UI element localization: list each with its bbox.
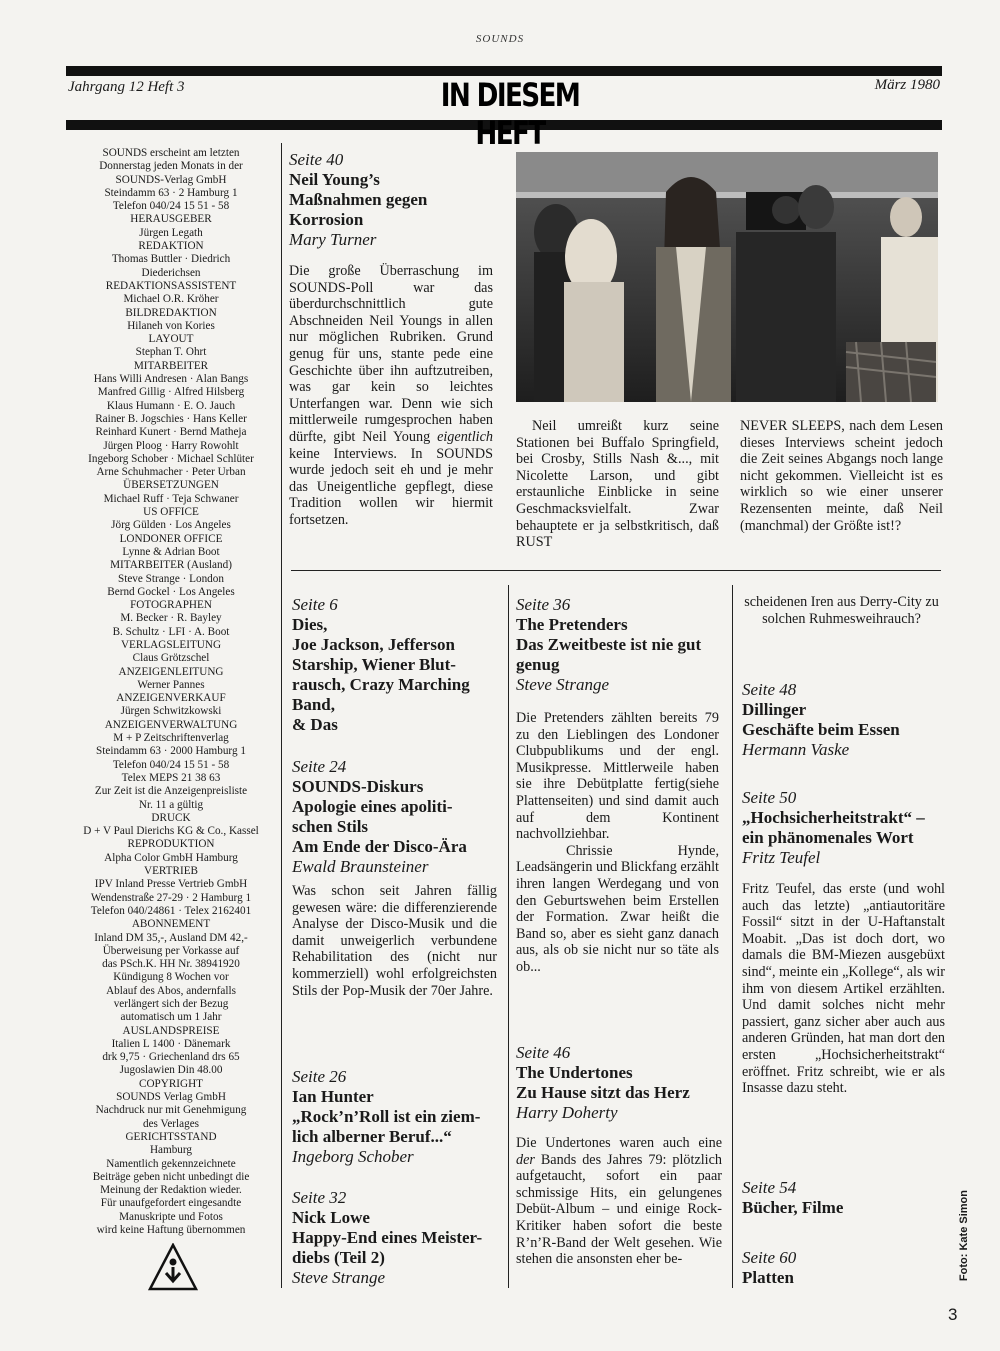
continued-text: [740, 594, 943, 627]
masthead-line: HERAUSGEBER: [130, 213, 212, 226]
masthead-line: Michael Ruff · Teja Schwaner: [103, 492, 239, 505]
entry-title: The Pretenders: [516, 615, 628, 634]
entry-page: Seite 60: [742, 1248, 797, 1267]
masthead-line: Für unaufgefordert eingesandte: [100, 1197, 242, 1210]
entry-author: Steve Strange: [292, 1268, 385, 1287]
entry-title: Zu Hause sitzt das Herz: [516, 1083, 690, 1102]
entry-author: Ewald Braunsteiner: [292, 857, 429, 876]
masthead-line: MITARBEITER (Ausland): [110, 559, 232, 572]
masthead-line: COPYRIGHT: [138, 1077, 204, 1090]
masthead-line: Bernd Gockel · Los Angeles: [107, 585, 235, 598]
entry-author: Harry Doherty: [516, 1103, 618, 1122]
entry-title: Joe Jackson, Jefferson: [292, 635, 455, 654]
entry-body-text: Bands des Jahres 79: plötzlich aufgetaucht, sofort ein paar schmissige Hits, ein gelungenes Debüt-Album – und einige Rock-Kritiker haben sofort die beste R’n’R-Band der Welt gesehen. Wie stehen die ansonsten eher be-: [516, 1151, 723, 1268]
masthead-line: ANZEIGENVERKAUF: [116, 692, 226, 705]
page-number: 3: [948, 1305, 958, 1324]
entry-body-text: Chrissie Hynde, Leadsängerin und Blickfang erzählt ihren langen Werdegang und von den Geburtswehen beim Erstellen der Formation. Zwar heißt die Band so, aber es sieht ganz danach aus, als ob sie nicht nur so täte als ob...: [516, 842, 719, 975]
entry-seite-36-body: [516, 710, 719, 976]
column-rule-mid: [508, 585, 509, 1288]
masthead-line: Hans Willi Andresen · Alan Bangs: [93, 373, 249, 386]
masthead-line: automatisch um 1 Jahr: [120, 1011, 222, 1024]
entry-title: SOUNDS-Diskurs: [292, 777, 424, 796]
entry-title: „Rock’n’Roll ist ein ziem-: [292, 1107, 481, 1126]
entry-seite-50: [742, 788, 947, 868]
masthead-line: Telefon 040/24 15 51 - 58: [112, 758, 230, 771]
feature-body-3-text: NEVER SLEEPS, nach dem Lesen dieses Interviews scheint jedoch die Zeit seines Abgangs noch lange nicht gekommen. Vielleicht ist es wirklich so wie einer unserer Rezensenten meinte, daß Neil (manchmal) der Größte ist!?: [740, 418, 943, 534]
entry-seite-46: [516, 1043, 726, 1123]
masthead-line: Zur Zeit ist die Anzeigenpreisliste: [94, 785, 248, 798]
masthead-line: Nachdruck nur mit Genehmigung: [95, 1104, 247, 1117]
entry-seite-24: [292, 757, 502, 877]
horizontal-rule: [291, 570, 941, 571]
masthead-line: wird keine Haftung übernommen: [96, 1224, 246, 1237]
masthead-line: LONDONER OFFICE: [119, 532, 223, 545]
masthead-line: verlängert sich der Bezug: [113, 998, 229, 1010]
volume-issue: Jahrgang 12 Heft 3: [68, 79, 185, 95]
masthead-line: Steindamm 63 · 2000 Hamburg 1: [96, 745, 246, 758]
entry-author: Ingeborg Schober: [292, 1147, 414, 1166]
masthead-line: Michael O.R. Kröher: [123, 293, 219, 306]
masthead: [66, 147, 276, 1237]
masthead-line: IPV Inland Presse Vertrieb GmbH: [94, 878, 248, 891]
masthead-line: Kündigung 8 Wochen vor: [113, 971, 229, 984]
masthead-line: drk 9,75 · Griechenland drs 65: [102, 1051, 240, 1064]
entry-title: The Undertones: [516, 1063, 633, 1082]
feature-body-1-tail: keine Interviews. In SOUNDS wurde jedoch seit eh und je mehr das Uneigentliche gepflegt, diese Tradition wollen wir hiermit fortsetzen.: [289, 445, 493, 528]
masthead-line: ABONNEMENT: [131, 918, 211, 931]
masthead-line: ÜBERSETZUNGEN: [123, 479, 219, 492]
entry-seite-36: [516, 595, 726, 695]
issue-date: März 1980: [874, 77, 940, 93]
feature-body-1-text: Die große Überraschung im SOUNDS-Poll war das überdurchschnittlich gute Abschneiden Neil Youngs in allen nur möglichen Rubriken. Grund genug für uns, stante pede eine Geschichte über ihn auftzutreiben, was gar kein so leichtes Unterfangen war. Denn wie sich mittlerweile rumgesprochen haben dürfte, gibt Neil Young: [289, 263, 493, 445]
entry-seite-32: [292, 1188, 502, 1288]
masthead-line: Überweisung per Vorkasse auf: [102, 944, 240, 957]
entry-seite-48: [742, 680, 947, 760]
column-rule-left: [281, 143, 282, 1288]
entry-body-text: Die Undertones waren auch eine: [516, 1135, 722, 1151]
entry-title: Das Zweitbeste ist nie gut: [516, 635, 702, 654]
entry-title: Starship, Wiener Blut-: [292, 655, 456, 674]
entry-body-text: Was schon seit Jahren fällig gewesen wäre: die differenzierende Analyse der Disco-Musik und die damit unweigerlich verbundene Rehabilitation des (nicht nur kommerziell) wohl erfolgreichsten Stils der Pop-Musik der 70er Jahre.: [292, 883, 497, 999]
feature-body-1: [289, 263, 493, 529]
masthead-line: REPRODUKTION: [127, 838, 215, 851]
masthead-line: Alpha Color GmbH Hamburg: [104, 851, 238, 864]
masthead-line: DRUCK: [151, 811, 191, 824]
masthead-line: Steve Strange · London: [118, 572, 224, 585]
entry-page: Seite 26: [292, 1067, 347, 1086]
masthead-line: Telefon 040/24 15 51 - 58: [112, 200, 230, 213]
entry-title: Bücher, Filme: [742, 1198, 844, 1217]
entry-page: Seite 36: [516, 595, 571, 614]
masthead-line: M + P Zeitschriftenverlag: [113, 732, 229, 745]
masthead-line: das PSch.K. HH Nr. 38941920: [102, 958, 240, 971]
masthead-line: Arne Schuhmacher · Peter Urban: [96, 466, 246, 479]
page-title: IN DIESEM HEFT: [440, 76, 580, 152]
masthead-line: REDAKTIONSASSISTENT: [105, 279, 237, 292]
masthead-line: D + V Paul Dierichs KG & Co., Kassel: [83, 825, 259, 838]
masthead-line: Klaus Humann · E. O. Jauch: [106, 399, 236, 412]
entry-title: genug: [516, 655, 560, 674]
feature-page: Seite 40: [289, 150, 344, 169]
photo-credit-text: Foto: Kate Simon: [958, 1190, 970, 1282]
masthead-line: LAYOUT: [148, 333, 194, 346]
entry-seite-46-body: [516, 1135, 722, 1268]
feature-title-2: Maßnahmen gegen: [289, 190, 428, 209]
masthead-line: Jörg Gülden · Los Angeles: [111, 519, 231, 532]
entry-page: Seite 46: [516, 1043, 571, 1062]
masthead-line: VERTRIEB: [143, 865, 199, 878]
entry-title: Am Ende der Disco-Ära: [292, 837, 467, 856]
entry-seite-26: [292, 1067, 502, 1167]
masthead-line: BILDREDAKTION: [125, 306, 217, 319]
masthead-line: Donnerstag jeden Monats in der: [99, 160, 243, 173]
masthead-line: Lynne & Adrian Boot: [122, 545, 220, 558]
masthead-line: Thomas Buttler · Diedrich: [111, 253, 231, 266]
entry-author: Fritz Teufel: [742, 848, 821, 867]
masthead-line: MITARBEITER: [133, 359, 209, 372]
entry-title: rausch, Crazy Marching: [292, 675, 470, 694]
entry-seite-24-body: [292, 883, 497, 999]
entry-title: Happy-End eines Meister-: [292, 1228, 483, 1247]
publisher-logo: [148, 1243, 198, 1291]
masthead-line: VERLAGSLEITUNG: [120, 638, 222, 651]
masthead-line: Italien L 1400 · Dänemark: [111, 1037, 231, 1050]
masthead-line: Claus Grötzschel: [132, 652, 210, 665]
masthead-line: Hilaneh von Kories: [127, 319, 215, 332]
masthead-line: ANZEIGENVERWALTUNG: [104, 718, 238, 731]
continued-text-body: scheidenen Iren aus Derry-City zu solchen Ruhmesweihrauch?: [744, 594, 939, 627]
masthead-line: US OFFICE: [143, 506, 199, 519]
entry-title: Ian Hunter: [292, 1087, 374, 1106]
masthead-line: FOTOGRAPHEN: [130, 599, 212, 612]
entry-title: Nick Lowe: [292, 1208, 370, 1227]
masthead-line: Jürgen Legath: [139, 226, 203, 239]
masthead-line: SOUNDS erscheint am letzten: [102, 147, 240, 159]
masthead-line: Steindamm 63 · 2 Hamburg 1: [104, 186, 238, 199]
entry-title: Dillinger: [742, 700, 807, 719]
masthead-line: REDAKTION: [138, 240, 204, 253]
column-rule-right: [732, 585, 733, 1288]
running-head: SOUNDS: [475, 33, 525, 45]
entry-title: Geschäfte beim Essen: [742, 720, 900, 739]
masthead-line: Beiträge geben nicht unbedingt die: [92, 1170, 250, 1183]
masthead-line: SOUNDS Verlag GmbH: [116, 1091, 226, 1104]
photo-credit: [958, 1190, 978, 1300]
masthead-line: Wendenstraße 27-29 · 2 Hamburg 1: [90, 891, 252, 904]
entry-title: diebs (Teil 2): [292, 1248, 385, 1267]
entry-page: Seite 32: [292, 1188, 347, 1207]
masthead-line: Ablauf des Abos, andernfalls: [106, 984, 236, 997]
masthead-line: GERICHTSSTAND: [125, 1130, 217, 1143]
entry-page: Seite 54: [742, 1178, 797, 1197]
entry-title: schen Stils: [292, 817, 369, 836]
header-top-bar: [66, 66, 942, 76]
masthead-line: AUSLANDSPREISE: [122, 1024, 220, 1037]
masthead-line: Werner Pannes: [137, 678, 205, 691]
entry-page: Seite 48: [742, 680, 797, 699]
entry-author: Steve Strange: [516, 675, 609, 694]
entry-body-text: Die Pretenders zählten bereits 79 zu den Lieblingen des Londoner Clubpublikums und der engl. Musikpresse. Mittlerweile haben sie ihre Debütplatte fertig(siehe Plattenseiten) und sind damit auch auf dem Kontinent nachvollziehbar.: [516, 710, 719, 843]
entry-seite-60: [742, 1248, 947, 1288]
masthead-line: Reinhard Kunert · Bernd Matheja: [95, 426, 247, 439]
entry-author: Hermann Vaske: [742, 740, 850, 759]
feature-body-1-em: eigentlich: [437, 428, 494, 445]
entry-title: Band,: [292, 695, 335, 714]
masthead-line: Jürgen Schwitzkowski: [120, 705, 222, 718]
masthead-line: Namentlich gekennzeichnete: [106, 1157, 236, 1170]
entry-body-em: der: [516, 1151, 535, 1168]
feature-body-3: [740, 418, 943, 534]
entry-title: Platten: [742, 1268, 794, 1287]
neil-young-photo: [516, 152, 938, 402]
entry-page: Seite 24: [292, 757, 347, 776]
entry-title: Dies,: [292, 615, 328, 634]
entry-seite-6: [292, 595, 502, 735]
masthead-line: Stephan T. Ohrt: [135, 346, 207, 359]
feature-entry: [289, 150, 499, 250]
feature-title-3: Korrosion: [289, 210, 364, 229]
masthead-line: Manuskripte und Fotos: [119, 1210, 223, 1223]
entry-page: Seite 50: [742, 788, 797, 807]
entry-body-text: Fritz Teufel, das erste (und wohl auch das letzte) „antiautoritäre Fossil“ sitzt in der U-Haftanstalt Moabit. „Das ist doch dort, wo damals die BM-Miezen ausgebüxt sind“, meinte ein „Kollege“, als wir ihm von diesem Artikel erzählten. Und damit solches nicht mehr passiert, ganz sicher aber auch aus anderen Gründen, hat man dort den ersten „Hochsicherheitstrakt“ eröffnet. Fritz schreibt, wie er als Insasse dazu steht.: [742, 881, 945, 1097]
masthead-line: SOUNDS-Verlag GmbH: [115, 173, 227, 186]
masthead-line: M. Becker · R. Bayley: [120, 612, 222, 625]
entry-title: lich alberner Beruf...“: [292, 1127, 452, 1146]
masthead-line: Ingeborg Schober · Michael Schlüter: [88, 452, 254, 465]
masthead-line: Jugoslawien Din 48.00: [119, 1064, 223, 1077]
masthead-line: Telefon 040/24861 · Telex 2162401: [90, 904, 252, 917]
feature-author: Mary Turner: [289, 230, 377, 249]
masthead-line: Telex MEPS 21 38 63: [121, 771, 221, 784]
masthead-line: Manfred Gillig · Alfred Hilsberg: [97, 386, 245, 399]
feature-body-2: [516, 418, 719, 551]
entry-title: ein phänomenales Wort: [742, 828, 914, 847]
masthead-line: Diederichsen: [141, 266, 201, 279]
entry-title: „Hochsicherheitstrakt“ –: [742, 808, 925, 827]
masthead-line: B. Schultz · LFI · A. Boot: [112, 625, 230, 638]
feature-body-2-text: Neil umreißt kurz seine Stationen bei Buffalo Springfield, bei Crosby, Stills Nash &..., mit Nicolette Larson, und gibt erstaunliche Einblicke in seine Geschmacksvielfalt. Zwar behauptete er ja selbstkritisch, daß RUST: [516, 418, 719, 551]
masthead-line: Rainer B. Jogschies · Hans Keller: [95, 412, 247, 425]
masthead-line: Meinung der Redaktion wieder.: [100, 1184, 242, 1197]
feature-title-1: Neil Young’s: [289, 170, 380, 189]
masthead-line: Jürgen Ploog · Harry Rowohlt: [103, 439, 239, 452]
masthead-line: ANZEIGENLEITUNG: [118, 665, 224, 678]
entry-seite-50-body: [742, 881, 945, 1097]
masthead-line: Nr. 11 a gültig: [138, 798, 204, 811]
entry-page: Seite 6: [292, 595, 338, 614]
masthead-line: des Verlages: [142, 1117, 200, 1130]
masthead-line: Hamburg: [149, 1144, 193, 1157]
entry-seite-54: [742, 1178, 947, 1218]
entry-title: & Das: [292, 715, 338, 734]
entry-title: Apologie eines apoliti-: [292, 797, 453, 816]
masthead-line: Inland DM 35,-, Ausland DM 42,-: [94, 931, 248, 944]
